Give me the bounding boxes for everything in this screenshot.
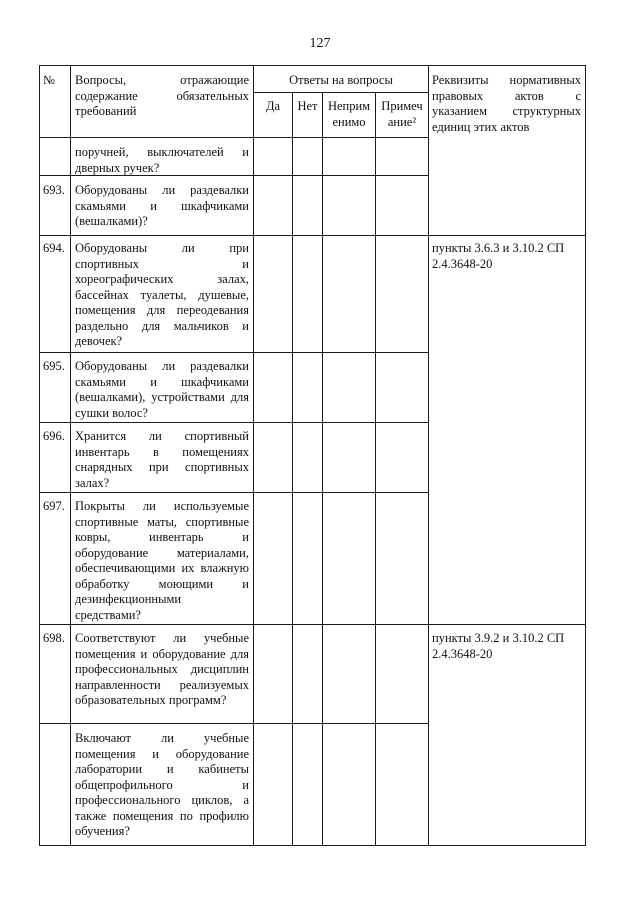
header-question: Вопросы, отражающие содержание обязательных требований — [75, 73, 249, 118]
table-top-border — [39, 65, 586, 66]
table-left-border — [39, 65, 40, 846]
question-text: Покрыты ли используемые спортивные маты, спортивные ковры, инвентарь и оборудование материалами, обеспечивающими их влажную обработку моющими и дезинфекционными средствами? — [75, 499, 249, 622]
header-yes: Да — [265, 99, 281, 113]
col-line — [253, 65, 254, 846]
row-number: 695. — [43, 359, 65, 373]
col-line — [322, 92, 323, 845]
header-bottom-line — [39, 137, 428, 138]
col-line — [292, 92, 293, 845]
row-line — [39, 492, 428, 493]
header-note: Примеч ание² — [381, 99, 423, 129]
question-text: Оборудованы ли раздевалки скамьями и шкафчиками (вешалками)? — [75, 183, 249, 228]
requirements-table — [39, 65, 586, 846]
header-not-applicable: Неприм енимо — [327, 99, 371, 129]
header-answers: Ответы на вопросы — [289, 73, 393, 87]
row-line — [39, 624, 586, 625]
header-requisites: Реквизиты нормативных правовых актов с указанием структурных единиц этих актов — [432, 73, 581, 134]
row-number: 696. — [43, 429, 65, 443]
row-line — [39, 723, 428, 724]
row-line — [39, 235, 586, 236]
row-number: 697. — [43, 499, 65, 513]
answers-subheader-line — [253, 92, 428, 93]
table-right-border — [585, 65, 586, 846]
col-line — [428, 65, 429, 846]
header-num: № — [43, 73, 55, 87]
question-text: Оборудованы ли раздевалки скамьями и шкафчиками (вешалками), устройствами для сушки волос? — [75, 359, 249, 420]
header-no: Нет — [297, 99, 318, 113]
requisites-text: пункты 3.9.2 и 3.10.2 СП 2.4.3648-20 — [432, 631, 565, 661]
row-number: 693. — [43, 183, 65, 197]
row-number: 694. — [43, 241, 65, 255]
row-line — [39, 422, 428, 423]
question-text: Оборудованы ли при спортивных и хореографических залах, бассейнах туалеты, душевые, помещения для переодевания раздельно для мальчиков и девочек? — [75, 241, 249, 348]
question-text: Включают ли учебные помещения и оборудование лаборатории и кабинеты общепрофильного и профессионального циклов, а также помещения по профилю обучения? — [75, 731, 249, 838]
question-text: Соответствуют ли учебные помещения и оборудование для профессиональных дисциплин направленности реализуемых образовательных программ? — [75, 631, 249, 707]
page-number: 127 — [309, 36, 331, 51]
table-bottom-border — [39, 845, 586, 846]
question-text: Хранится ли спортивный инвентарь в помещениях снарядных при спортивных залах? — [75, 429, 249, 490]
row-number: 698. — [43, 631, 65, 645]
question-text: поручней, выключателей и дверных ручек? — [75, 145, 249, 175]
requisites-text: пункты 3.6.3 и 3.10.2 СП 2.4.3648-20 — [432, 241, 565, 271]
col-line — [375, 92, 376, 845]
row-line — [39, 352, 428, 353]
